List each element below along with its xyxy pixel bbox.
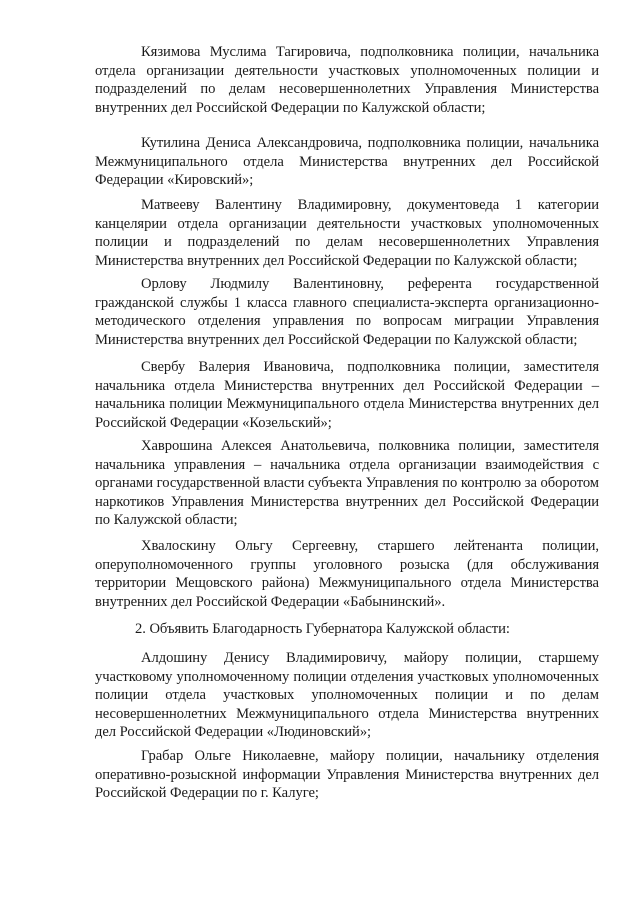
paragraph-orlova: Орлову Людмилу Валентиновну, референта государственной гражданской службы 1 класса главного специалиста-эксперта организационно-методического отделения управления по вопросам миграции Управления Министерства внутренних дел Российской Федерации по Калужской области; [95,276,599,348]
paragraph-khavroshin: Хаврошина Алексея Анатольевича, полковника полиции, заместителя начальника управления – начальника отдела организации взаимодействия с органами государственной власти субъекта Управления по контролю за оборотом наркотиков Управления Министерства внутренних дел Российской Федерации по Калужской области; [95,438,599,528]
paragraph-khvaloskina: Хвалоскину Ольгу Сергеевну, старшего лейтенанта полиции, оперуполномоченного группы уголовного розыска (для обслуживания территории Мещовского района) Межмуниципального отдела Министерства внутренних дел Российской Федерации «Бабынинский». [95,538,599,610]
paragraph-kyazimov: Кязимова Муслима Тагировича, подполковника полиции, начальника отдела организации деятельности участковых уполномоченных полиции и подразделений по делам несовершеннолетних Управления Министерства внутренних дел Российской Федерации по Калужской области; [95,44,599,116]
paragraph-matveeva: Матвееву Валентину Владимировну, документоведа 1 категории канцелярии отдела организации деятельности участковых уполномоченных полиции и подразделений по делам несовершеннолетних Управления Министерства внутренних дел Российской Федерации по Калужской области; [95,197,599,269]
paragraph-grabar: Грабар Ольге Николаевне, майору полиции, начальнику отделения оперативно-розыскной информации Управления Министерства внутренних дел Российской Федерации по г. Калуге; [95,748,599,801]
paragraph-sverba: Свербу Валерия Ивановича, подполковника полиции, заместителя начальника отдела Министерства внутренних дел Российской Федерации – начальника полиции Межмуниципального отдела Министерства внутренних дел Российской Федерации «Козельский»; [95,359,599,431]
section-heading-gratitude: 2. Объявить Благодарность Губернатора Калужской области: [135,621,510,637]
paragraph-kutilin: Кутилина Дениса Александровича, подполковника полиции, начальника Межмуниципального отдела Министерства внутренних дел Российской Федерации «Кировский»; [95,135,599,188]
paragraph-aldoshin: Алдошину Денису Владимировичу, майору полиции, старшему участковому уполномоченному полиции отделения участковых уполномоченных полиции отдела участковых уполномоченных полиции и по делам несовершеннолетних Межмуниципального отдела Министерства внутренних дел Российской Федерации «Людиновский»; [95,650,599,740]
